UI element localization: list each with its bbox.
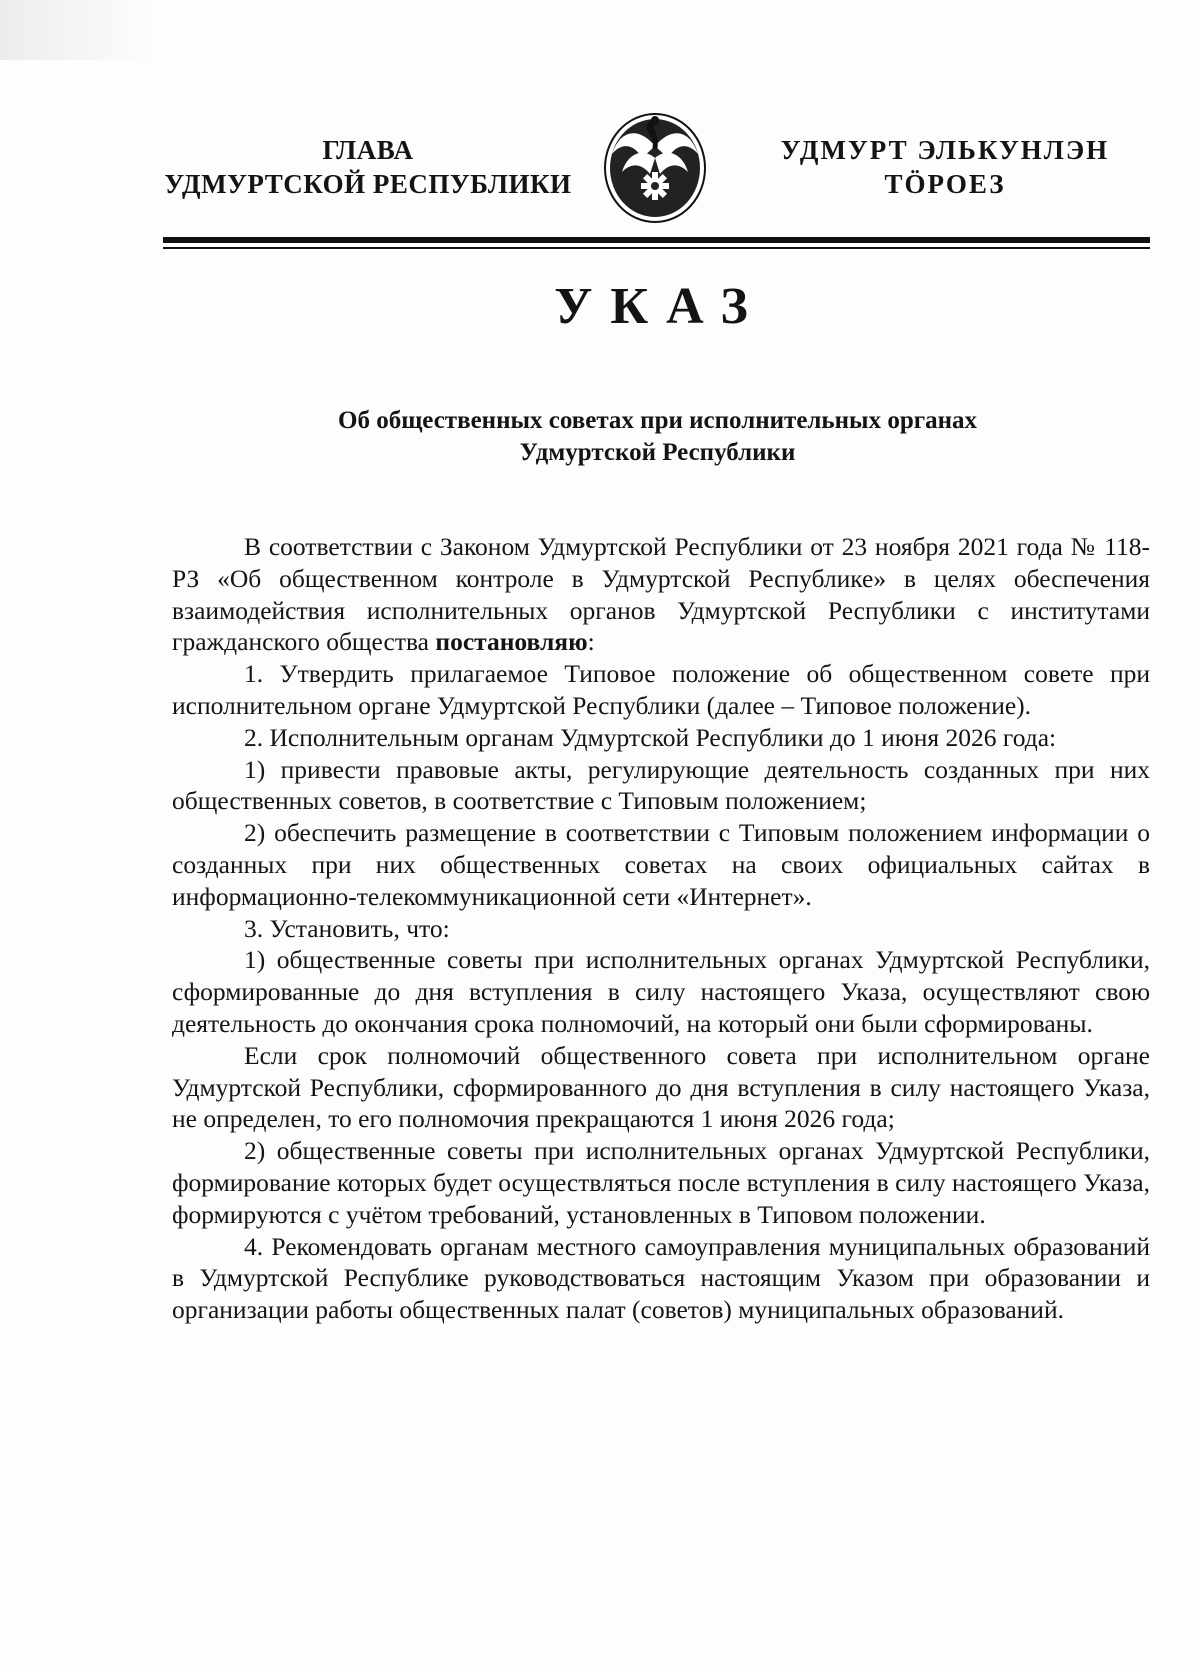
clause-3-item-2: 2) общественные советы при исполнительных органах Удмуртской Республики, формирование которых будет осуществляться после вступления в силу настоящего Указа, формируются с учётом требований, установленных в Типовом положении. [172,1136,1150,1229]
decree-body [172,531,1150,1326]
issuer-udmurt-line1: УДМУРТ ЭЛЬКУНЛЭН [780,135,1110,165]
header-divider-thick [163,237,1150,243]
issuer-udmurt-line2: ТӦРОЕЗ [884,169,1006,199]
subject-line1: Об общественных советах при исполнительных органах [338,407,977,434]
clause-2: 2. Исполнительным органам Удмуртской Республики до 1 июня 2026 года: [244,722,1057,752]
issuer-udmurt [770,133,1120,201]
document-type-title: УКАЗ [554,278,766,335]
clause-3-item-1: 1) общественные советы при исполнительных органах Удмуртской Республики, сформированные до дня вступления в силу настоящего Указа, осуществляют свою деятельность до окончания срока полномочий, на который они были сформированы. [172,945,1150,1038]
preamble-colon: : [587,627,595,657]
clause-1: 1. Утвердить прилагаемое Типовое положение об общественном совете при исполнительном органе Удмуртской Республики (далее – Типовое положение). [172,659,1150,720]
clause-4: 4. Рекомендовать органам местного самоуправления муниципальных образований в Удмуртской Республике руководствоваться настоящим Указом при образовании и организации работы общественных палат (советов) муниципальных образований. [172,1231,1150,1325]
clause-2-item-2: 2) обеспечить размещение в соответствии с Типовым положением информации о созданных при них общественных советах на своих официальных сайтах в информационно-телекоммуникационной сети «Интернет». [172,818,1150,911]
clause-3-item-1-continuation: Если срок полномочий общественного совета при исполнительном органе Удмуртской Республики, сформированного до дня вступления в силу настоящего Указа, не определен, то его полномочия прекращаются 1 июня 2026 года; [172,1040,1150,1134]
udmurtia-coat-of-arms-icon [598,106,712,226]
clause-3: 3. Установить, что: [244,913,450,943]
header-divider-thin [163,247,1150,249]
issuer-russian-line1: ГЛАВА [322,135,414,165]
scan-artifact [0,0,155,60]
clause-2-item-1: 1) привести правовые акты, регулирующие деятельность созданных при них общественных советов, в соответствие с Типовым положением; [172,754,1150,816]
preamble-text: В соответствии с Законом Удмуртской Республики от 23 ноября 2021 года № 118-РЗ «Об общественном контроле в Удмуртской Республике» в целях обеспечения взаимодействия исполнительных органов Удмуртской Республики с институтами гражданского общества [172,532,1150,657]
subject-line2: Удмуртской Республики [519,439,796,466]
issuer-russian [158,133,578,201]
document-subject [250,405,1065,469]
issuer-russian-line2: УДМУРТСКОЙ РЕСПУБЛИКИ [164,169,572,199]
preamble-paragraph [172,531,1150,658]
decree-keyword: постановляю [435,627,588,657]
